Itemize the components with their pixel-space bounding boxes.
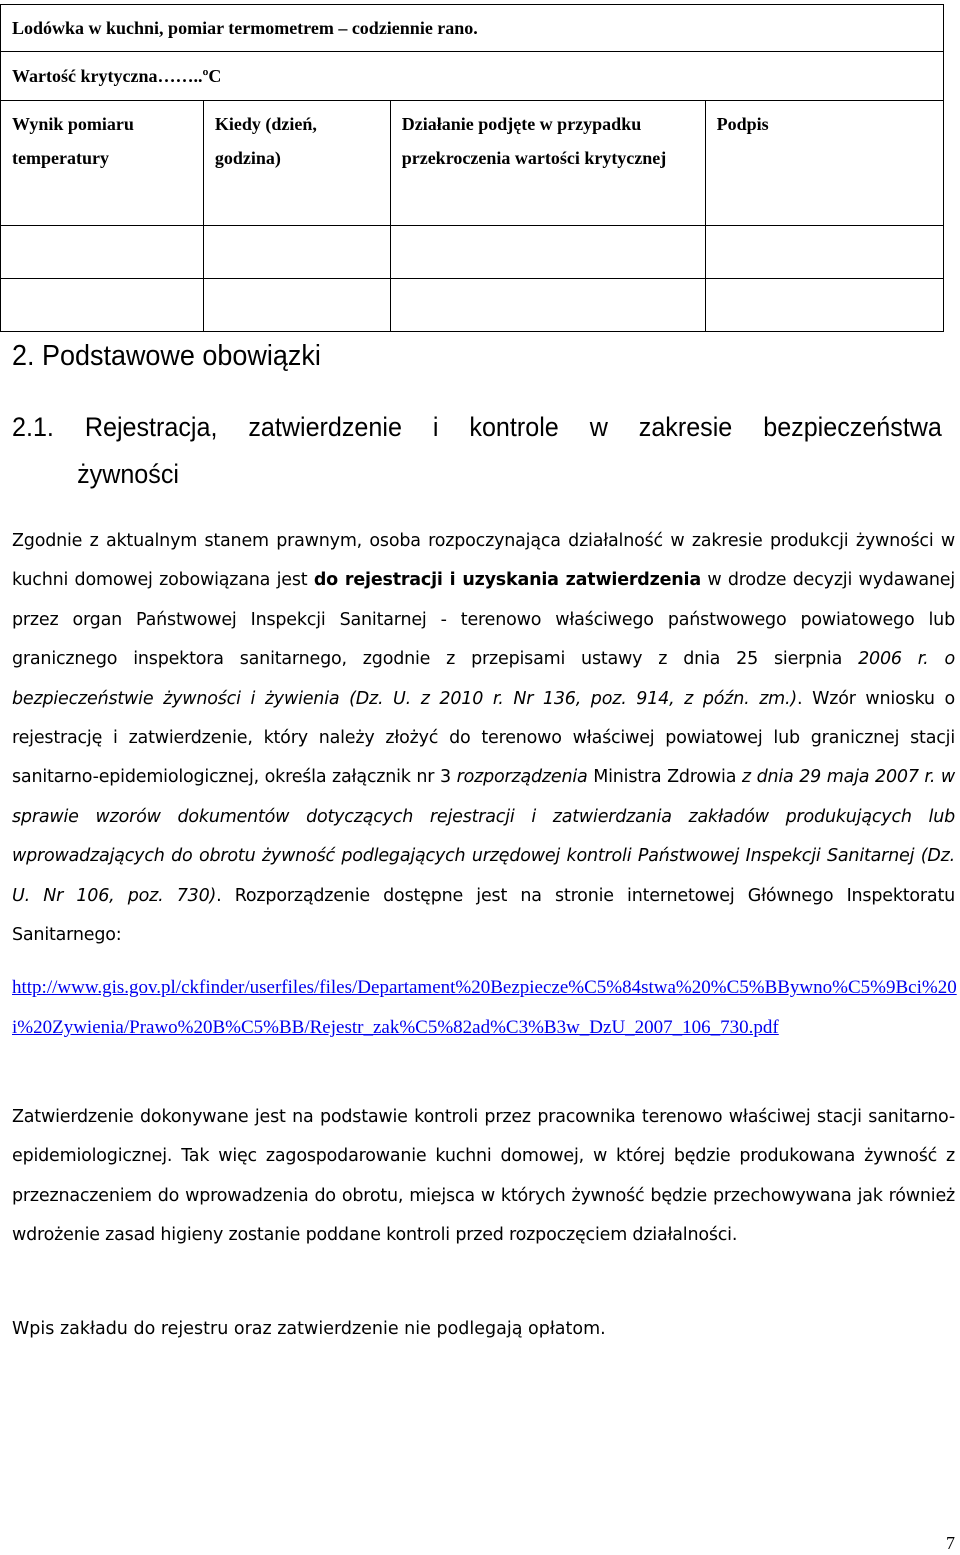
header-label: Kiedy (dzień, godzina) — [214, 114, 317, 168]
italic-text: rozporządzenia — [456, 767, 588, 788]
text-run: . Wzór wniosku o rejestrację i zatwierdzenie, który należy złożyć do terenowo właściwej powiatowej lub granicznej stacji sanitarno-epidemiologicznej, określa załącznik nr 3 — [12, 688, 955, 788]
text-run: Zgodnie z aktualnym stanem prawnym, osoba rozpoczynająca działalność w zakresie produkcji żywności w kuchni domowej zobowiązana jest — [12, 531, 955, 591]
subsection-heading — [12, 412, 942, 490]
subsection-heading-line2: żywności — [77, 459, 179, 489]
bold-text: do rejestracji i uzyskania zatwierdzenia — [313, 570, 701, 591]
heading-word: i — [432, 412, 439, 442]
header-cell — [705, 101, 943, 226]
header-label: Działanie podjęte w przypadku przekroczenia wartości krytycznej — [401, 114, 667, 168]
text-run: . Rozporządzenie dostępne jest na stronie internetowej Głównego Inspektoratu Sanitarnego: — [12, 885, 955, 946]
subsection-heading-line — [12, 412, 942, 443]
body-paragraph-1 — [12, 522, 955, 955]
italic-text: 2006 r. o bezpieczeństwie żywności i żywienia (Dz. U. z 2010 r. Nr 136, poz. 914, z późn. zm.) — [12, 649, 955, 709]
body-paragraph-3: Wpis zakładu do rejestru oraz zatwierdzenie nie podlegają opłatom. — [12, 1319, 606, 1339]
heading-word: w — [589, 412, 608, 442]
heading-word: Rejestracja, — [84, 412, 218, 442]
heading-word: zakresie — [638, 412, 733, 442]
header-label: Wynik pomiaru temperatury — [12, 114, 134, 168]
regulation-link[interactable]: http://www.gis.gov.pl/ckfinder/userfiles/files/Departament%20Bezpiecze%C5%84stwa%20%C5%BBywno%C5%9Bci%20i%20Zywienia/Prawo%20B%C5%BB/Rejestr_zak%C5%82ad%C3%B3w_DzU_2007_106_730.pdf — [12, 977, 957, 1038]
header-cell — [203, 101, 390, 226]
heading-word: kontrole — [469, 412, 559, 442]
empty-cell — [1, 279, 204, 332]
heading-word: zatwierdzenie — [248, 412, 402, 442]
empty-cell — [203, 226, 390, 279]
italic-text: z dnia 29 maja 2007 r. w sprawie wzorów dokumentów dotyczących rejestracji i zatwierdzania zakładów produkujących lub wprowadzających do obrotu żywność podlegających urzędowej kontroli Państwowej Inspekcji Sanitarnej (Dz. U. Nr 106, poz. 730) — [12, 767, 955, 906]
text-run: Ministra Zdrowia — [587, 767, 742, 788]
header-cell — [390, 101, 705, 226]
table-title: Lodówka w kuchni, pomiar termometrem – codziennie rano. — [1, 5, 944, 52]
text-run: w drodze decyzji wydawanej przez organ Państwowej Inspekcji Sanitarnej - terenowo właściwego państwowego powiatowego lub granicznego inspektora sanitarnego, zgodnie z przepisami ustawy z dnia 25 sierpnia — [12, 570, 956, 670]
header-label: Podpis — [716, 114, 769, 134]
temperature-log-table — [0, 4, 944, 332]
page-number: 7 — [946, 1533, 955, 1553]
heading-word: bezpieczeństwa — [763, 412, 942, 442]
empty-cell — [1, 226, 204, 279]
empty-cell — [390, 226, 705, 279]
empty-cell — [705, 226, 943, 279]
critical-value: Wartość krytyczna……..ºC — [1, 52, 944, 101]
empty-cell — [203, 279, 390, 332]
subsection-number: 2.1. — [12, 412, 54, 442]
empty-cell — [705, 279, 943, 332]
section-heading: 2. Podstawowe obowiązki — [12, 340, 321, 372]
empty-cell — [390, 279, 705, 332]
header-cell — [1, 101, 204, 226]
body-paragraph-2: Zatwierdzenie dokonywane jest na podstawie kontroli przez pracownika terenowo właściwej stacji sanitarno-epidemiologicznej. Tak więc zagospodarowanie kuchni domowej, w której będzie produkowana żywność z przeznaczeniem do wprowadzenia do obrotu, miejsca w których żywność będzie przechowywana jak również wdrożenie zasad higieny zostanie poddane kontroli przed rozpoczęciem działalności. — [12, 1107, 955, 1246]
